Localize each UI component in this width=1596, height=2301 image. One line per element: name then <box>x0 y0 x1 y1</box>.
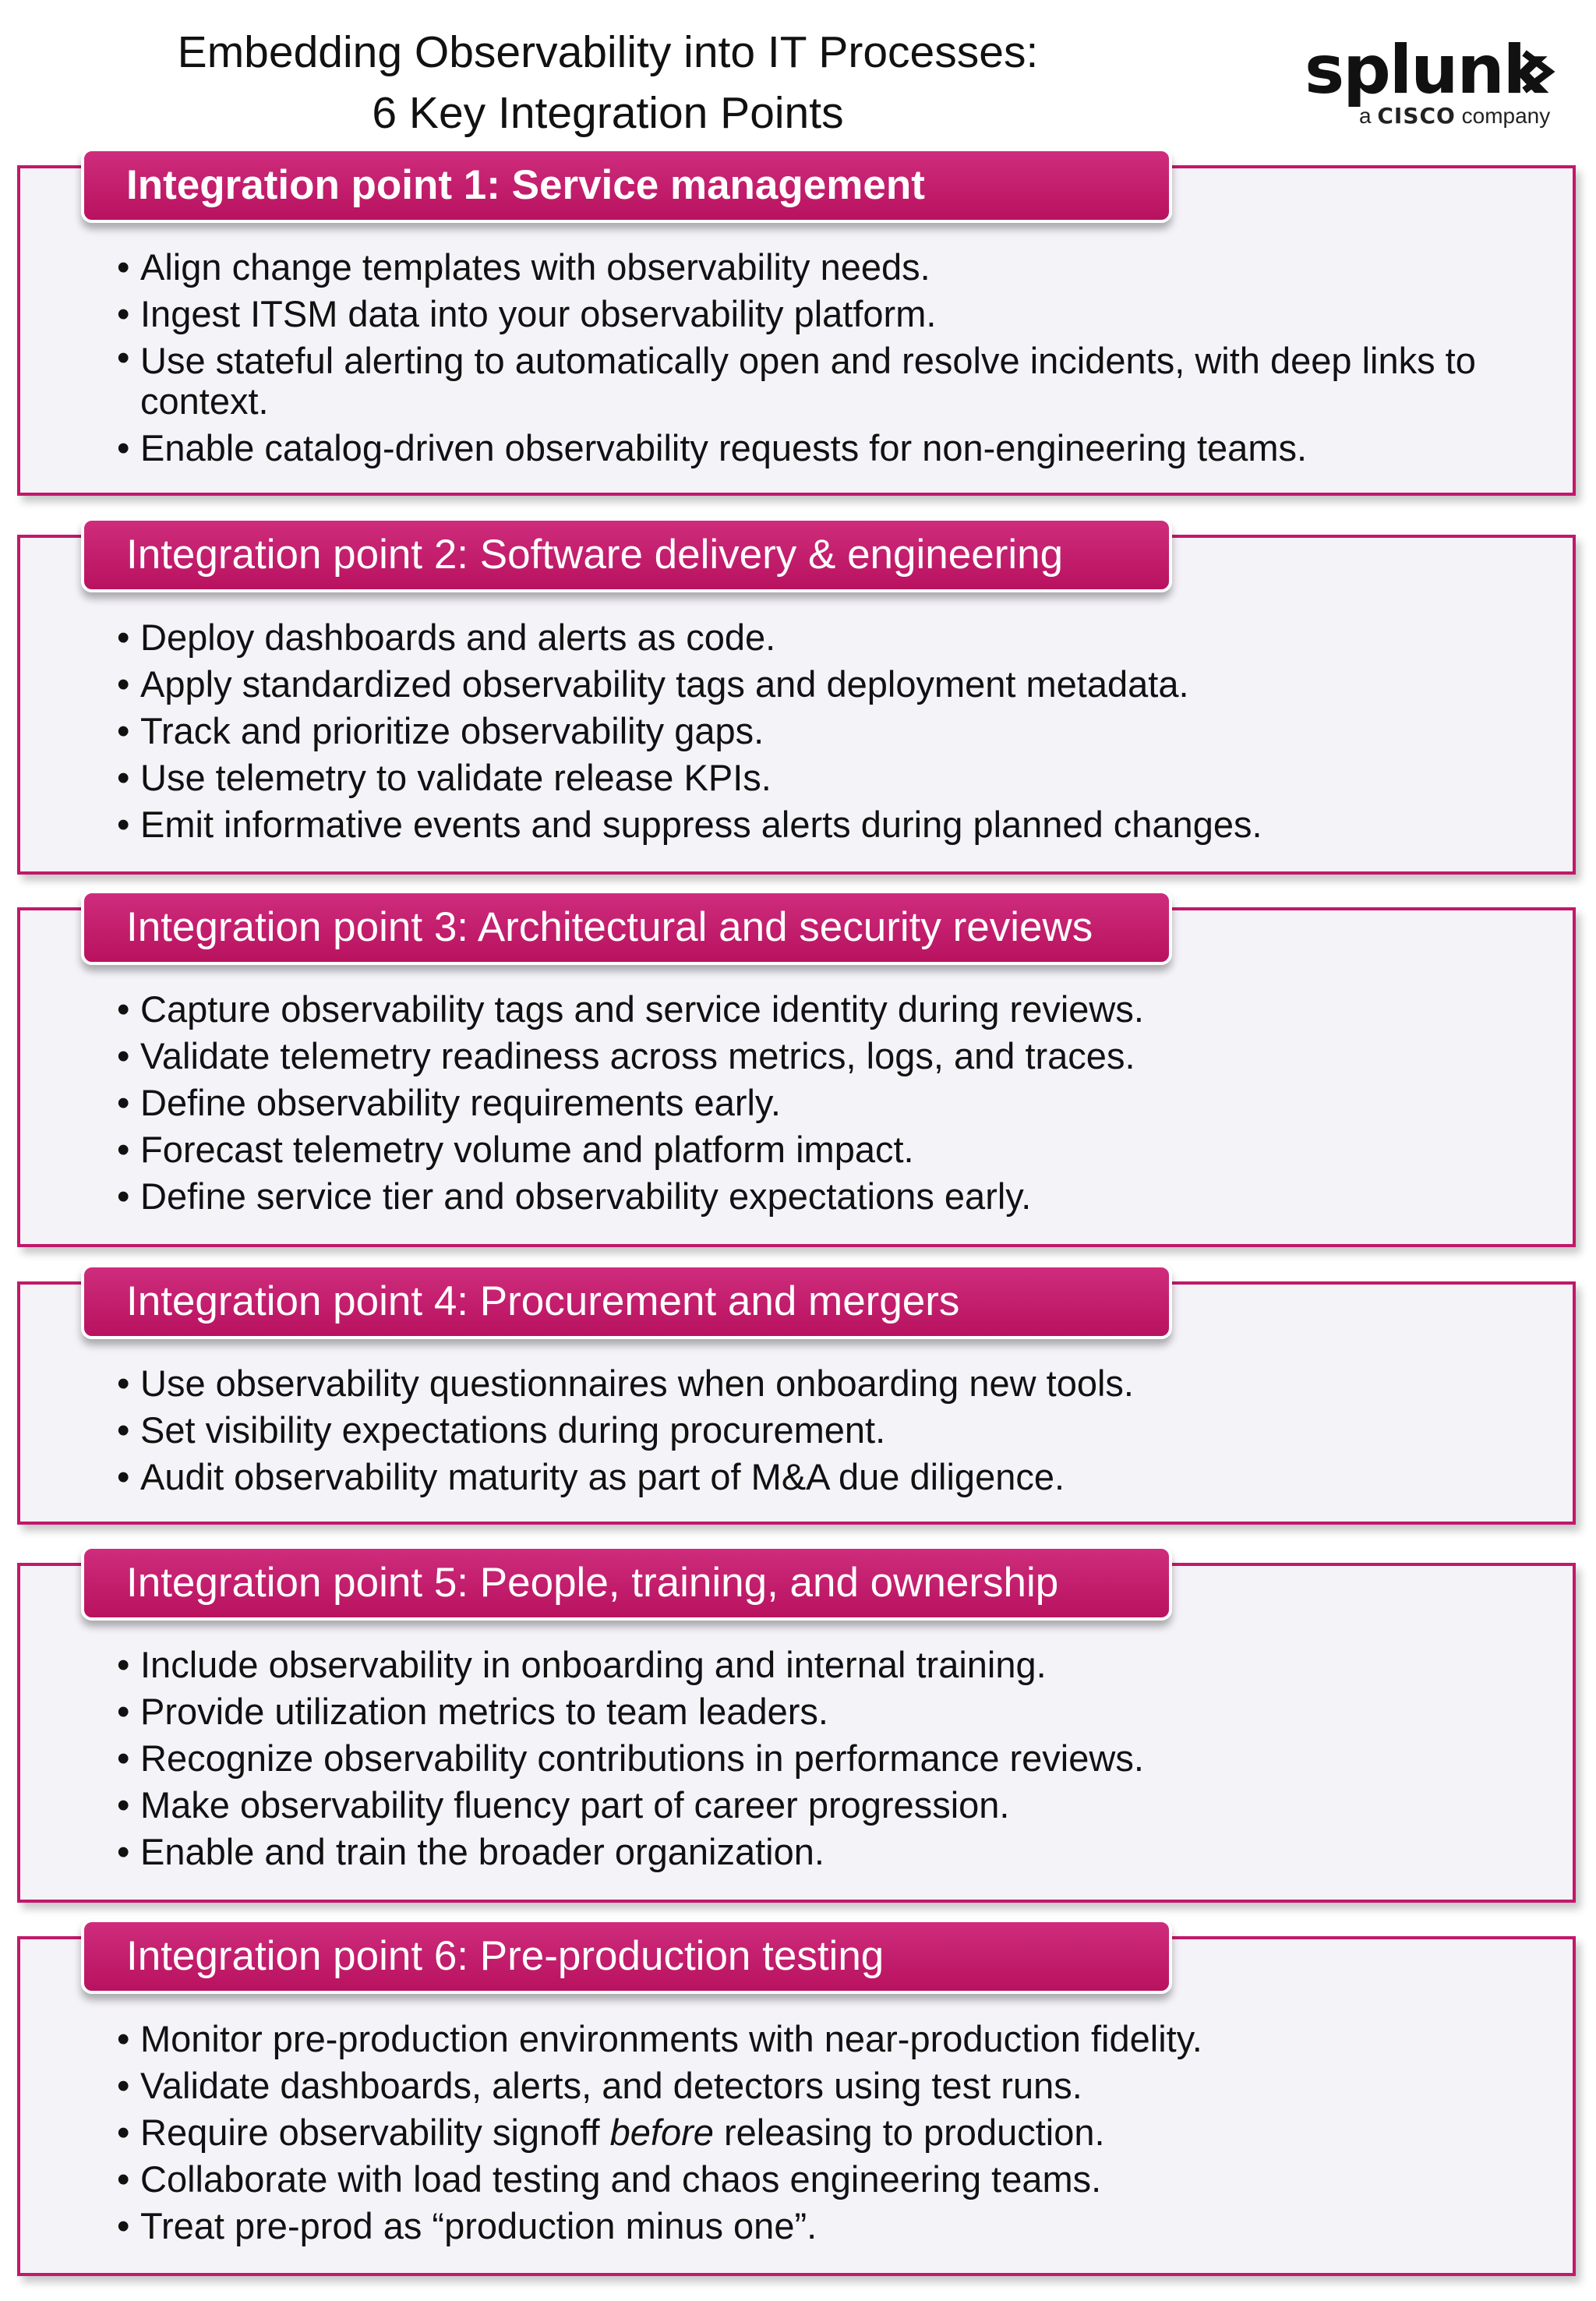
list-item: • Use observability questionnaires when onboarding new tools. <box>123 1360 1526 1407</box>
list-item: • Apply standardized observability tags and deployment metadata. <box>123 661 1526 708</box>
logo-tagline-prefix: a <box>1359 104 1372 128</box>
list-item: • Ingest ITSM data into your observability platform. <box>123 291 1526 338</box>
list-item: • Monitor pre-production environments with near-production fidelity. <box>123 2016 1526 2062</box>
section-3-bullets <box>123 986 1526 1220</box>
list-item: • Recognize observability contributions in performance reviews. <box>123 1735 1526 1782</box>
chevron-right-icon <box>1520 48 1555 95</box>
page-title-line-2: 6 Key Integration Points <box>372 88 844 138</box>
list-item: • Enable and train the broader organization. <box>123 1829 1526 1875</box>
list-item: • Validate telemetry readiness across metrics, logs, and traces. <box>123 1033 1526 1080</box>
list-item: • Forecast telemetry volume and platform impact. <box>123 1126 1526 1173</box>
section-5-bullets <box>123 1642 1526 1875</box>
section-6-bullets <box>123 2016 1526 2250</box>
list-item: • Set visibility expectations during procurement. <box>123 1407 1526 1454</box>
list-item: • Capture observability tags and service identity during reviews. <box>123 986 1526 1033</box>
logo-tagline-brand: CISCO <box>1377 103 1456 129</box>
list-item: • Track and prioritize observability gaps. <box>123 708 1526 755</box>
list-item: • Make observability fluency part of career progression. <box>123 1782 1526 1829</box>
section-header-1: Integration point 1: Service management <box>81 148 1172 223</box>
section-header-2: Integration point 2: Software delivery & engineering <box>81 518 1172 592</box>
section-header-4: Integration point 4: Procurement and mergers <box>81 1264 1172 1339</box>
list-item: • Use stateful alerting to automatically open and resolve incidents, with deep links to context. <box>123 338 1526 425</box>
list-item: • Validate dashboards, alerts, and detectors using test runs. <box>123 2062 1526 2109</box>
list-item: • Deploy dashboards and alerts as code. <box>123 614 1526 661</box>
list-item: • Treat pre-prod as “production minus one”. <box>123 2203 1526 2250</box>
list-item: • Emit informative events and suppress alerts during planned changes. <box>123 801 1526 848</box>
section-header-6: Integration point 6: Pre-production testing <box>81 1919 1172 1994</box>
section-header-5: Integration point 5: People, training, and ownership <box>81 1546 1172 1621</box>
list-item: • Enable catalog-driven observability requests for non-engineering teams. <box>123 425 1526 472</box>
logo-tagline-suffix: company <box>1461 104 1551 128</box>
splunk-logo <box>1294 31 1559 133</box>
list-item: • Use telemetry to validate release KPIs. <box>123 755 1526 801</box>
list-item: • Define observability requirements early. <box>123 1080 1526 1126</box>
section-1-bullets <box>123 244 1526 472</box>
section-4-bullets <box>123 1360 1526 1500</box>
logo-wordmark: splunk <box>1305 31 1546 109</box>
list-item: • Audit observability maturity as part of M&A due diligence. <box>123 1454 1526 1500</box>
page-title <box>70 22 1146 143</box>
page-title-line-1: Embedding Observability into IT Processes: <box>177 27 1039 77</box>
list-item: • Include observability in onboarding and internal training. <box>123 1642 1526 1688</box>
list-item: • Provide utilization metrics to team leaders. <box>123 1688 1526 1735</box>
list-item: • Require observability signoff before releasing to production. <box>123 2109 1526 2156</box>
logo-tagline <box>1359 103 1550 129</box>
list-item: • Align change templates with observability needs. <box>123 244 1526 291</box>
list-item: • Collaborate with load testing and chaos engineering teams. <box>123 2156 1526 2203</box>
section-2-bullets <box>123 614 1526 848</box>
list-item: • Define service tier and observability expectations early. <box>123 1173 1526 1220</box>
section-header-3: Integration point 3: Architectural and security reviews <box>81 890 1172 965</box>
